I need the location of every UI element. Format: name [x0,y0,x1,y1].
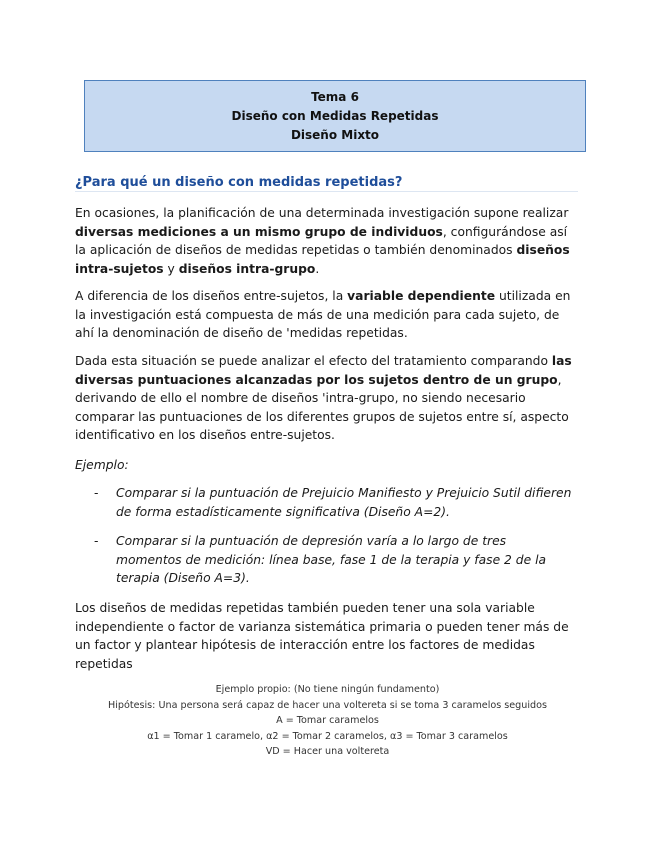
paragraph-text: En ocasiones, la planificación de una determinada investigación supone realizar [75,206,569,220]
paragraph-factors [75,599,580,673]
paragraph-text: utilizada en la investigación está compuesta de más de una medición para cada sujeto, de ahí la denominación de diseño de 'medidas repetidas. [75,289,571,341]
paragraph-text: , configurándose así la aplicación de diseños de medidas repetidas o también denominados [75,224,568,258]
list-dash: - [94,486,99,500]
list-item [94,532,574,588]
section-heading: ¿Para qué un diseño con medidas repetidas? [75,175,403,190]
design-subtitle: Diseño Mixto [290,127,380,142]
paragraph-text: Dada esta situación se puede analizar el efecto del tratamiento comparando [75,354,552,368]
list-dash: - [94,534,99,548]
example-label: Ejemplo: [75,458,129,472]
paragraph-treatment [75,352,580,445]
heading-divider [75,191,578,192]
paragraph-text: A diferencia de los diseños entre-sujetos, la [75,289,348,303]
paragraph-intro [75,204,580,278]
title-box [84,80,586,152]
list-item [94,484,574,521]
caption-line: α1 = Tomar 1 caramelo, α2 = Tomar 2 caramelos, α3 = Tomar 3 caramelos [147,730,508,742]
design-title: Diseño con Medidas Repetidas [231,108,439,123]
bold-text: diseños intra-sujetos [75,243,570,276]
caption-line: Ejemplo propio: (No tiene ningún fundamento) [215,684,440,695]
caption-line: VD = Hacer una voltereta [265,746,390,757]
list-item-text: Comparar si la puntuación de depresión varía a lo largo de tres momentos de medición: línea base, fase 1 de la terapia y fase 2 de la terapia (Diseño A=3). [116,534,547,586]
paragraph-text: y [163,261,179,276]
paragraph-dependent-variable [75,287,580,343]
bold-text: variable dependiente [347,289,496,303]
bold-text: diseños intra-grupo [178,261,316,276]
paragraph-text: , derivando de ello el nombre de diseños 'intra-grupo, no siendo necesario comparar las puntuaciones de los diferentes grupos de sujetos entre sí, aspecto identificativo en los diseños entre-sujetos. [75,372,569,443]
caption-line: A = Tomar caramelos [276,715,379,726]
paragraph-text: . [315,261,320,276]
bold-text: diversas mediciones a un mismo grupo de individuos [75,224,443,239]
caption-line: Hipótesis: Una persona será capaz de hacer una voltereta si se toma 3 caramelos seguidos [108,699,547,711]
example-caption [75,682,580,760]
paragraph-text: Los diseños de medidas repetidas también pueden tener una sola variable independiente o factor de varianza sistemática primaria o pueden tener más de un factor y plantear hipótesis de interacción entre los factores de medidas repetidas [75,601,569,671]
topic-title: Tema 6 [311,89,359,104]
list-item-text: Comparar si la puntuación de Prejuicio Manifiesto y Prejuicio Sutil difieren de forma estadísticamente significativa (Diseño A=2). [116,486,572,519]
bold-text: las diversas puntuaciones alcanzadas por los sujetos dentro de un grupo [75,354,572,387]
